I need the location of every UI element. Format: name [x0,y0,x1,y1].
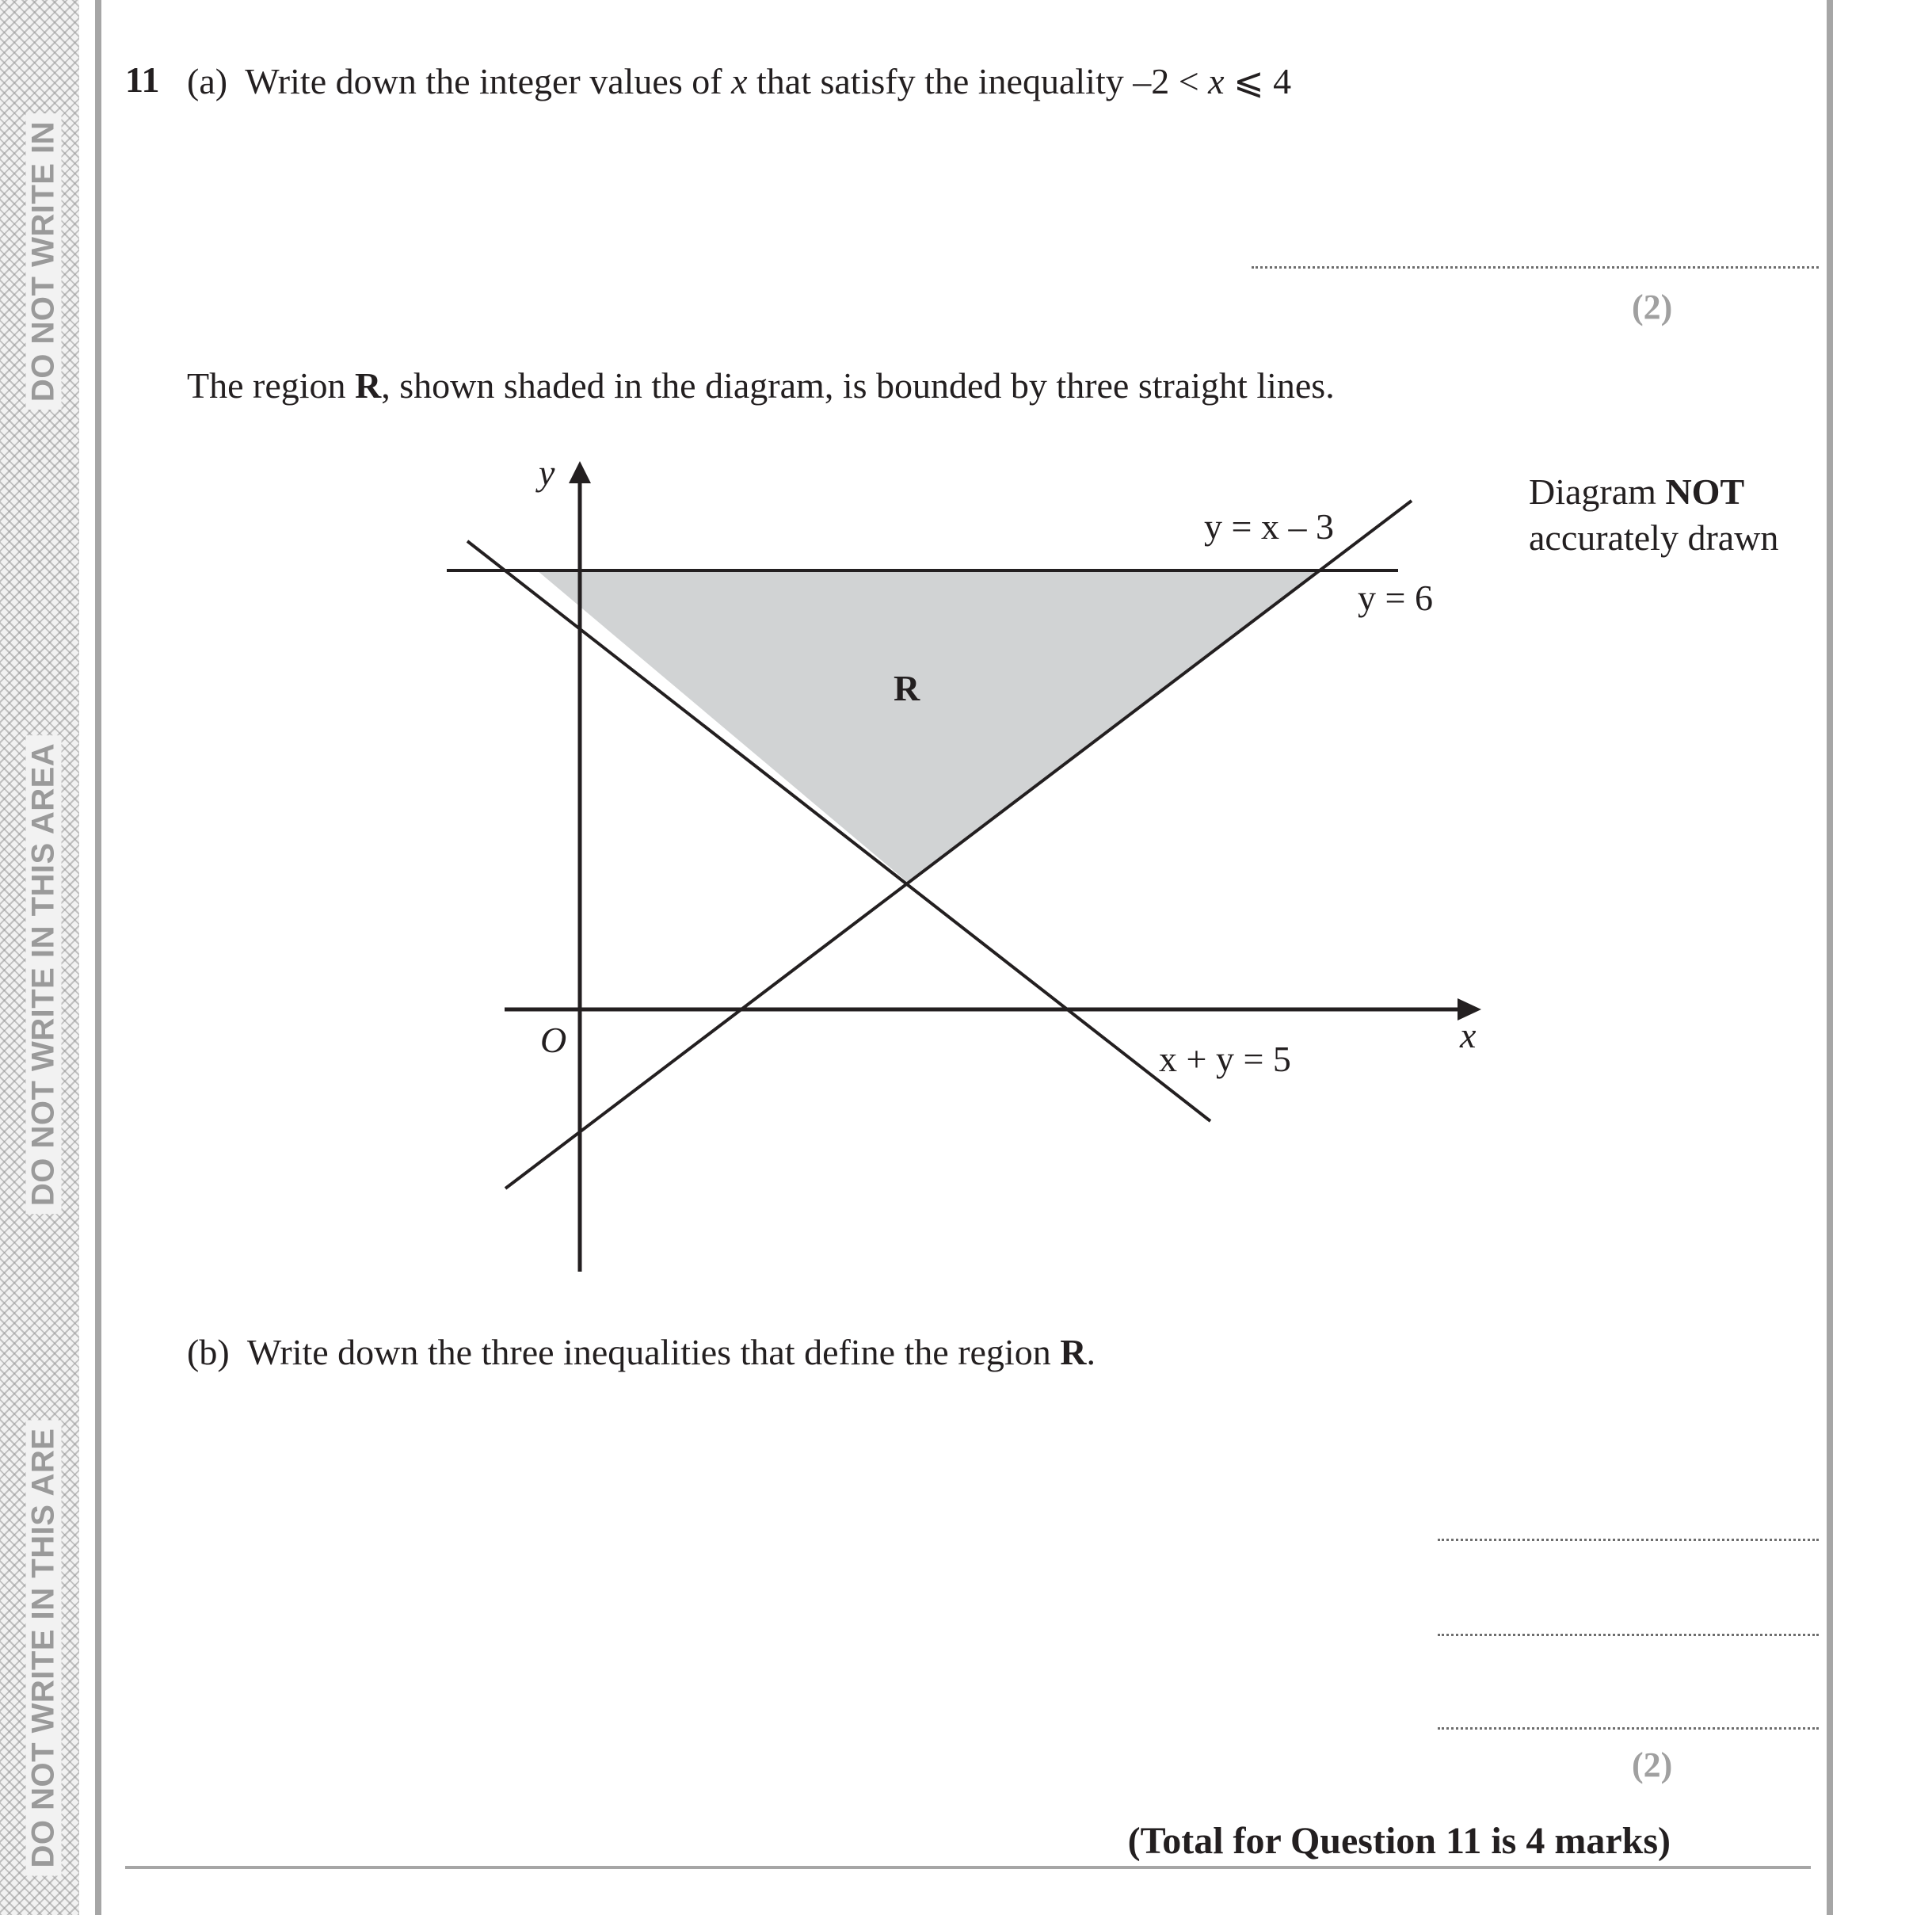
margin-warning-1: DO NOT WRITE IN [26,113,62,410]
diagram-note-pre: Diagram [1529,471,1666,512]
margin-warning-3: DO NOT WRITE IN THIS ARE [26,1421,62,1876]
origin-label: O [540,1020,567,1060]
answer-line-b2[interactable] [1438,1634,1819,1636]
part-a-var: x [731,61,748,101]
answer-line-b3[interactable] [1438,1727,1819,1730]
diagram-note-bold: NOT [1665,471,1745,512]
label-y-eq-x-minus-3: y = x – 3 [1204,506,1334,547]
y-axis-arrow [569,461,591,483]
bottom-rule [125,1866,1811,1869]
part-b-bold: R [1060,1332,1087,1372]
part-b-label: (b) [187,1332,230,1372]
part-a-text2: that satisfy the inequality –2 < [747,61,1209,101]
marks-part-b: (2) [1632,1745,1673,1784]
label-y-eq-6: y = 6 [1358,578,1433,618]
label-x-plus-y-eq-5: x + y = 5 [1159,1039,1291,1079]
x-axis-label: x [1460,1015,1477,1055]
y-axis-label: y [539,452,555,493]
diagram-note-line2: accurately drawn [1529,517,1779,558]
part-a-label: (a) [187,61,228,101]
region-label: R [894,668,920,708]
part-a-text3: ⩽ 4 [1224,61,1292,101]
question-number: 11 [125,59,160,100]
part-b-text: Write down the three inequalities that define the region [246,1332,1061,1372]
marks-part-a: (2) [1632,288,1673,326]
region-intro-pre: The region [187,365,356,406]
total-marks: (Total for Question 11 is 4 marks) [1127,1820,1671,1862]
margin-warning-2: DO NOT WRITE IN THIS AREA [26,735,62,1214]
part-a-var2: x [1208,61,1225,101]
region-intro-post: , shown shaded in the diagram, is bounded by three straight lines. [381,365,1335,406]
part-b-end: . [1086,1332,1096,1372]
answer-line-b1[interactable] [1438,1539,1819,1541]
part-b-question [187,1334,1096,1371]
region-intro-bold: R [355,365,382,406]
region-r-shading [537,570,1320,882]
part-a-text: Write down the integer values of [245,61,732,101]
